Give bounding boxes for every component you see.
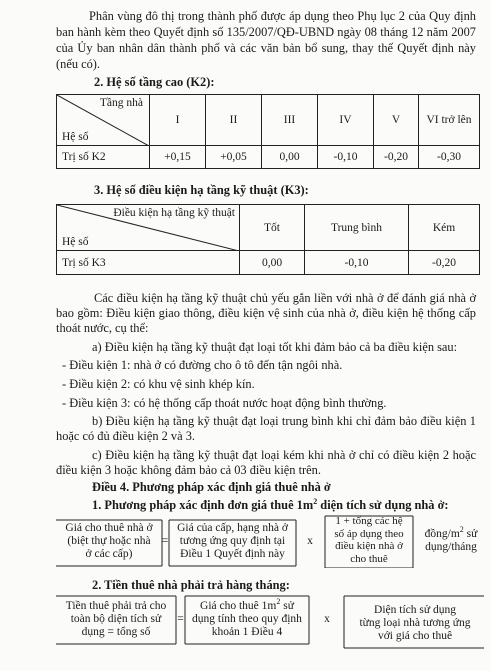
formula-2-box-area — [346, 604, 484, 643]
formula-1-equals: = — [161, 535, 169, 547]
formula-1-times: x — [307, 535, 313, 547]
formula-1-box-rent — [56, 522, 162, 561]
k2-row-label: Trị số K2 — [57, 146, 150, 169]
formula-2-box-area-l1: Diện tích sử dụng — [374, 604, 456, 616]
k2-title: 2. Hệ số tầng cao (K2): — [94, 75, 215, 89]
k2-header-6: VI trở lên — [419, 95, 480, 146]
k2-table — [56, 94, 480, 169]
k2-value-3: 0,00 — [262, 146, 318, 169]
formula-1-box-coef-l3: điều kiện nhà ở — [335, 540, 403, 552]
k3-header-1: Tốt — [240, 205, 305, 251]
method-1-text: 1. Phương pháp xác định đơn giá thuê 1m — [92, 498, 314, 512]
item-a: a) Điều kiện hạ tầng kỹ thuật đạt loại tốt khi đảm bảo cả ba điều kiện sau: — [92, 340, 458, 354]
formula-2-box-area-l2: từng loại nhà tương ứng — [359, 617, 471, 629]
formula-2-box-total-l3: dụng = tổng số — [81, 626, 151, 638]
formula-2-box-total-l1: Tiền thuê phải trả cho — [65, 600, 167, 612]
formula-2-box-unit-price — [185, 597, 309, 639]
item-b: b) Điều kiện hạ tầng kỹ thuật đạt loại trung bình khi chỉ đảm bảo điều kiện 1 hoặc có đủ điều kiện 2 và 3. — [56, 414, 476, 443]
k3-row-label: Trị số K3 — [57, 251, 240, 275]
k3-corner-cell — [57, 205, 240, 251]
formula-1-box-coef-l4: cho thuê — [350, 552, 388, 565]
formula-1-box-coef — [325, 515, 413, 565]
formula-1-box-price — [169, 522, 296, 561]
formula-1-box-coef-l1: 1 + tổng các hệ — [335, 515, 403, 527]
formula-2-box-area-l3: với giá cho thuê — [377, 630, 453, 642]
condition-1: - Điều kiện 1: nhà ở có đường cho ô tô đến tận ngôi nhà. — [62, 358, 343, 372]
method-2-title: 2. Tiền thuê nhà phải trả hàng tháng: — [92, 578, 290, 592]
formula-1-unit-l1: đồng/$m^2$ sử — [424, 525, 478, 540]
formula-2-times: x — [324, 613, 330, 625]
formula-1-box-rent-l2: (biệt thự hoặc nhà — [67, 535, 151, 547]
k2-header-5: V — [374, 95, 419, 146]
formula-1-box-price-l1: Giá của cấp, hạng nhà ở — [177, 522, 288, 534]
k2-value-5: -0,20 — [374, 146, 419, 169]
intro-paragraph: Phân vùng đô thị trong thành phố được áp dụng theo Phụ lục 2 của Quy định ban hành kèm theo Quyết định số 135/2007/QĐ-UBND ngày 08 tháng 12 năm 2007 của Ủy ban nhân dân thành phố và các văn bản bổ sung, thay thế Quyết định này (nếu có). — [56, 9, 476, 71]
condition-2: - Điều kiện 2: có khu vệ sinh khép kín. — [62, 377, 255, 391]
k3-title: 3. Hệ số điều kiện hạ tầng kỹ thuật (K3): — [94, 183, 309, 197]
k3-value-3: -0,20 — [409, 251, 480, 275]
formula-2-box-total — [56, 600, 176, 639]
k2-header-4: IV — [318, 95, 374, 146]
k2-corner-cell — [57, 95, 150, 146]
k3-table — [56, 204, 480, 275]
formula-2-box-unit-price-l2: dụng tính theo quy định — [192, 613, 302, 625]
k3-value-1: 0,00 — [240, 251, 305, 275]
formula-2-equals: = — [177, 613, 184, 625]
formula-1-box-coef-l2: số áp dụng theo — [334, 527, 404, 540]
k2-corner-top: Tầng nhà — [99, 97, 143, 109]
k3-corner-bottom: Hệ số — [62, 236, 89, 248]
formula-2-box-total-l2: toàn bộ diện tích sử — [70, 613, 162, 625]
k2-header-1: I — [150, 95, 206, 146]
k2-value-4: -0,10 — [318, 146, 374, 169]
k2-corner-bottom: Hệ số — [62, 131, 89, 143]
k2-header-3: III — [262, 95, 318, 146]
formula-1-box-rent-l1: Giá cho thuê nhà ở — [65, 522, 153, 534]
formula-1-box-price-l3: Điều 1 Quyết định này — [180, 548, 285, 560]
k2-header-2: II — [206, 95, 262, 146]
conditions-intro: Các điều kiện hạ tầng kỹ thuật chủ yếu gắn liền với nhà ở để đánh giá nhà ở bao gồm: Điều kiện giao thông, điều kiện vệ sinh của nhà ở, điều kiện hệ thống cấp thoát nước, cụ thể: — [56, 291, 476, 335]
k2-value-2: +0,05 — [206, 146, 262, 169]
condition-3: - Điều kiện 3: có hệ thống cấp thoát nước hoạt động bình thường. — [62, 396, 387, 410]
formula-1-box-price-l2: tương ứng quy định tại — [179, 535, 286, 547]
k3-value-2: -0,10 — [305, 251, 409, 275]
k3-header-2: Trung bình — [305, 205, 409, 251]
formula-1-unit-l2: dụng/tháng — [425, 541, 477, 553]
k2-value-1: +0,15 — [150, 146, 206, 169]
article-4-heading: Điều 4. Phương pháp xác định giá thuê nhà ở — [92, 480, 331, 494]
method-1-text-post: diện tích sử dụng nhà ở: — [317, 498, 449, 512]
k3-header-3: Kém — [409, 205, 480, 251]
formula-2-box-unit-price-l3: khoản 1 Điều 4 — [211, 626, 283, 638]
method-1-sup: 2 — [313, 496, 318, 506]
item-c: c) Điều kiện hạ tầng kỹ thuật đạt loại kém khi nhà ở chỉ có điều kiện 2 hoặc điều kiện 3 hoặc không đảm bảo cả 03 điều kiện trên. — [56, 448, 476, 477]
formula-1-box-rent-l3: ở các cấp) — [85, 548, 133, 560]
formula-2-box-unit-price-l1: Giá cho thuê $1m^2$ sử — [200, 597, 294, 612]
formula-1-unit — [416, 525, 486, 554]
k2-value-6: -0,30 — [419, 146, 480, 169]
k3-corner-top: Điều kiện hạ tầng kỹ thuật — [113, 207, 235, 219]
